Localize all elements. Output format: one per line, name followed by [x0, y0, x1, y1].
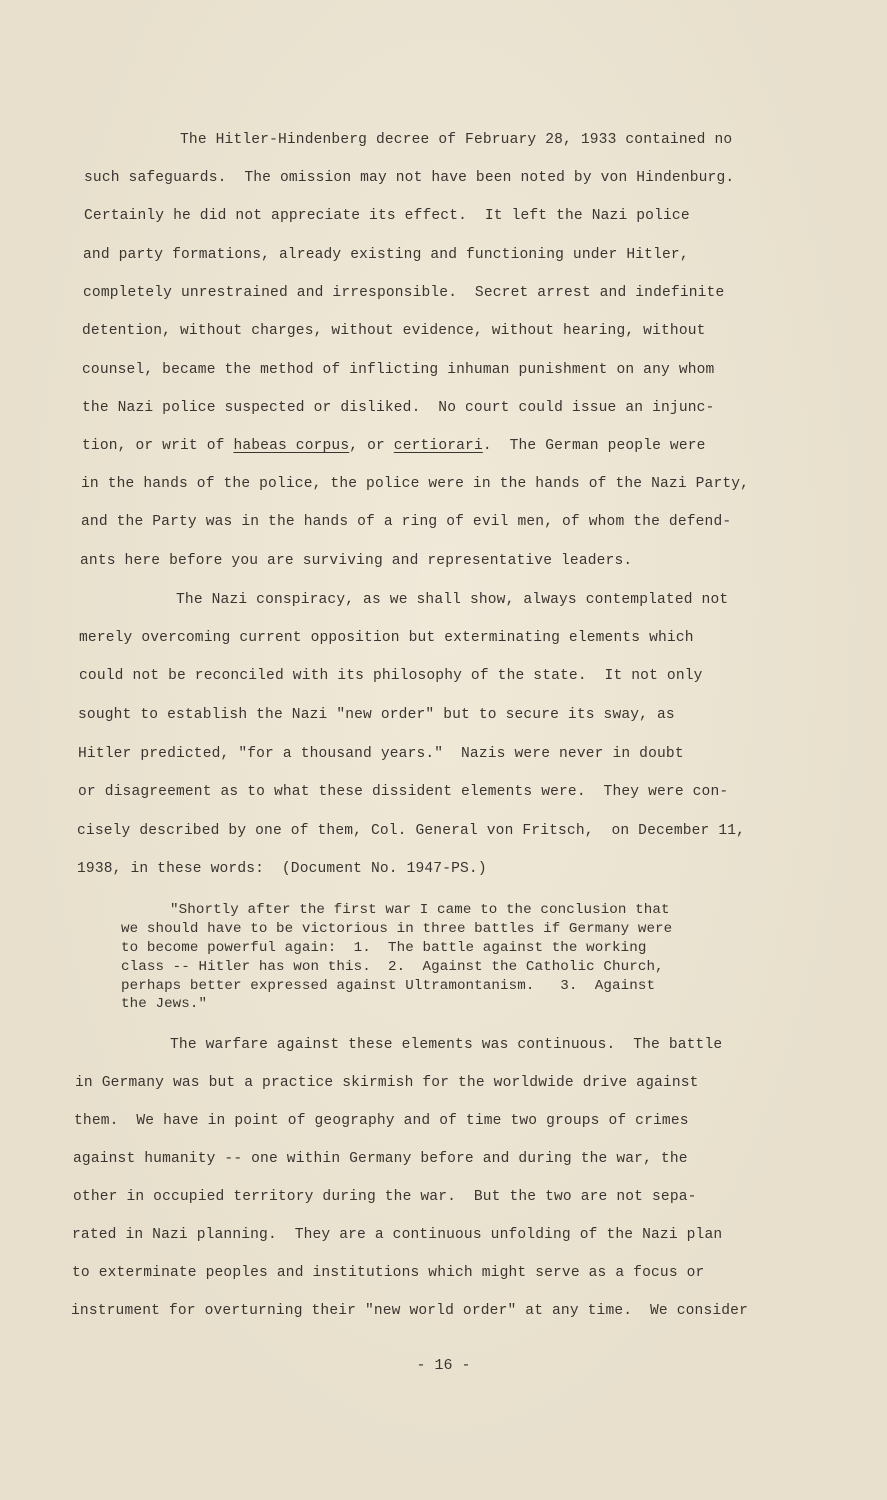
- text-line: in the hands of the police, the police were in the hands of the Nazi Party,: [81, 476, 750, 492]
- text-line: could not be reconciled with its philosophy of the state. It not only: [79, 668, 703, 684]
- text-line: 1938, in these words: (Document No. 1947-PS.): [77, 861, 487, 877]
- text-line: cisely described by one of them, Col. General von Fritsch, on December 11,: [77, 823, 746, 839]
- text-line: or disagreement as to what these dissident elements were. They were con-: [78, 784, 729, 800]
- quote-line: the Jews.": [121, 996, 208, 1012]
- latin-term-certiorari: certiorari: [393, 438, 483, 454]
- text-line: to exterminate peoples and institutions which might serve as a focus or: [72, 1265, 705, 1281]
- text-line: and party formations, already existing and functioning under Hitler,: [83, 247, 689, 263]
- text-line: instrument for overturning their "new world order" at any time. We consider: [71, 1303, 748, 1319]
- text-line: in Germany was but a practice skirmish for the worldwide drive against: [75, 1075, 699, 1091]
- text-line: them. We have in point of geography and of time two groups of crimes: [74, 1113, 689, 1129]
- text-line: the Nazi police suspected or disliked. No court could issue an injunc-: [82, 400, 715, 416]
- text-line: The warfare against these elements was continuous. The battle: [170, 1037, 723, 1053]
- quote-line: we should have to be victorious in three battles if Germany were: [121, 921, 673, 937]
- text-line: Hitler predicted, "for a thousand years." Nazis were never in doubt: [78, 746, 684, 762]
- text-line: The Nazi conspiracy, as we shall show, always contemplated not: [176, 592, 729, 608]
- latin-term-habeas-corpus: habeas corpus: [233, 438, 350, 454]
- text-line: against humanity -- one within Germany before and during the war, the: [73, 1151, 688, 1167]
- text-line: [82, 437, 706, 455]
- quote-line: "Shortly after the first war I came to the conclusion that: [170, 902, 670, 918]
- text-line: and the Party was in the hands of a ring of evil men, of whom the defend-: [81, 514, 732, 530]
- text-line: counsel, became the method of inflicting inhuman punishment on any whom: [82, 362, 715, 378]
- text-line: detention, without charges, without evidence, without hearing, without: [82, 323, 706, 339]
- text-line: ants here before you are surviving and representative leaders.: [80, 553, 633, 569]
- text-segment: , or: [349, 438, 394, 454]
- text-line: other in occupied territory during the war. But the two are not sepa-: [73, 1189, 697, 1205]
- quote-line: class -- Hitler has won this. 2. Against the Catholic Church,: [121, 959, 664, 975]
- text-line: such safeguards. The omission may not have been noted by von Hindenburg.: [84, 170, 735, 186]
- text-line: merely overcoming current opposition but exterminating elements which: [79, 630, 694, 646]
- text-segment: tion, or writ of: [82, 438, 234, 454]
- text-line: rated in Nazi planning. They are a continuous unfolding of the Nazi plan: [72, 1227, 723, 1243]
- text-segment: . The German people were: [482, 438, 706, 454]
- quote-line: perhaps better expressed against Ultramontanism. 3. Against: [121, 978, 656, 994]
- text-line: completely unrestrained and irresponsible. Secret arrest and indefinite: [83, 285, 725, 301]
- text-line: The Hitler-Hindenberg decree of February 28, 1933 contained no: [180, 132, 733, 148]
- page-number: - 16 -: [416, 1357, 471, 1374]
- text-line: Certainly he did not appreciate its effect. It left the Nazi police: [84, 208, 690, 224]
- quote-line: to become powerful again: 1. The battle against the working: [121, 940, 647, 956]
- text-line: sought to establish the Nazi "new order" but to secure its sway, as: [78, 707, 675, 723]
